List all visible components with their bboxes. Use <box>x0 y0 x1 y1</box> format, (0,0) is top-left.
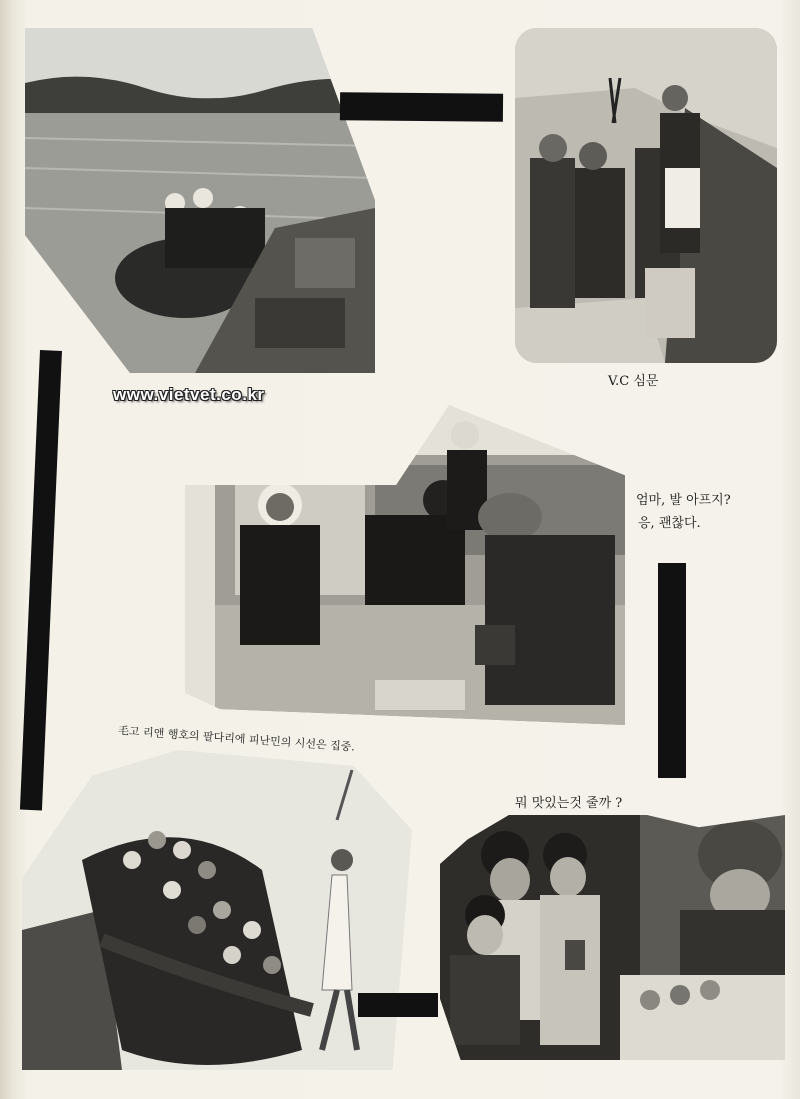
vertical-divider-left <box>20 350 62 811</box>
redaction-bar-bottom <box>358 993 438 1017</box>
caption-children-food: 뭐 맛있는것 줄까 ? <box>515 796 623 811</box>
caption-dialogue-line1: 엄마, 발 아프지? <box>636 493 731 508</box>
caption-dialogue-line2: 응, 괜찮다. <box>638 516 701 531</box>
photo-river-boat <box>25 28 375 373</box>
photo-children-food <box>440 815 785 1060</box>
vertical-divider-right <box>658 563 686 778</box>
photo-vc-interrogation <box>515 28 777 363</box>
redaction-bar <box>340 92 503 121</box>
photo-boat-refugees <box>22 750 412 1070</box>
caption-vc-interrogation: V.C 심문 <box>608 374 659 389</box>
site-watermark: www.vietvet.co.kr <box>113 385 265 404</box>
caption-boat-rescue: 毛고 리앤 행호의 팔다리에 피난민의 시선은 집중. <box>117 724 356 754</box>
photo-mother-soldier <box>185 405 625 725</box>
